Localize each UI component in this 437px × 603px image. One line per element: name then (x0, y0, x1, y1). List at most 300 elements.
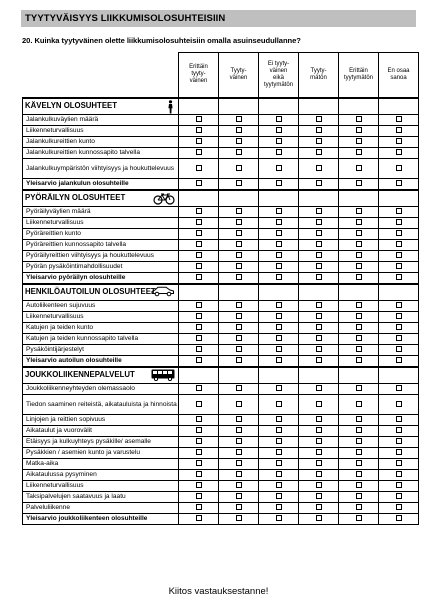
answer-checkbox[interactable] (396, 219, 402, 225)
answer-checkbox[interactable] (236, 357, 242, 363)
answer-cell (259, 481, 299, 492)
answer-cell (299, 395, 339, 415)
answer-checkbox[interactable] (236, 127, 242, 133)
table-row (23, 262, 419, 273)
answer-checkbox[interactable] (276, 138, 282, 144)
answer-checkbox[interactable] (196, 324, 202, 330)
answer-checkbox[interactable] (396, 515, 402, 521)
answer-checkbox[interactable] (356, 230, 362, 236)
answer-checkbox[interactable] (236, 460, 242, 466)
answer-checkbox[interactable] (356, 449, 362, 455)
answer-checkbox[interactable] (316, 127, 322, 133)
answer-checkbox[interactable] (196, 335, 202, 341)
answer-cell (179, 323, 219, 334)
answer-checkbox[interactable] (356, 313, 362, 319)
answer-checkbox[interactable] (276, 127, 282, 133)
item-label: Katujen ja teiden kunto (23, 323, 179, 334)
answer-checkbox[interactable] (196, 504, 202, 510)
answer-checkbox[interactable] (356, 460, 362, 466)
answer-checkbox[interactable] (236, 274, 242, 280)
answer-checkbox[interactable] (316, 219, 322, 225)
item-label: Jalankulkuympäristön viihtyisyys ja houkuttelevuus (23, 159, 179, 179)
answer-cell (259, 426, 299, 437)
answer-checkbox[interactable] (356, 438, 362, 444)
answer-checkbox[interactable] (196, 416, 202, 422)
answer-cell (179, 273, 219, 284)
answer-checkbox[interactable] (356, 324, 362, 330)
table-row (23, 481, 419, 492)
answer-cell (179, 345, 219, 356)
answer-checkbox[interactable] (276, 493, 282, 499)
answer-checkbox[interactable] (316, 324, 322, 330)
answer-checkbox[interactable] (316, 180, 322, 186)
answer-checkbox[interactable] (276, 241, 282, 247)
answer-checkbox[interactable] (196, 165, 202, 171)
section-header (23, 367, 179, 384)
answer-checkbox[interactable] (196, 493, 202, 499)
section-header-blank (259, 367, 299, 384)
answer-checkbox[interactable] (236, 401, 242, 407)
answer-checkbox[interactable] (196, 127, 202, 133)
answer-cell (179, 115, 219, 126)
answer-checkbox[interactable] (356, 127, 362, 133)
answer-checkbox[interactable] (196, 449, 202, 455)
answer-checkbox[interactable] (196, 180, 202, 186)
table-row (23, 470, 419, 481)
item-label: Etäisyys ja kulkuyhteys pysäkille/ asemalle (23, 437, 179, 448)
item-label: Yleisarvio joukkoliikenteen olosuhteille (23, 514, 179, 525)
table-row (23, 207, 419, 218)
section-header-blank (179, 98, 219, 115)
answer-checkbox[interactable] (356, 165, 362, 171)
section-header-blank (379, 190, 419, 207)
answer-checkbox[interactable] (316, 149, 322, 155)
answer-checkbox[interactable] (396, 138, 402, 144)
answer-cell (259, 240, 299, 251)
answer-checkbox[interactable] (356, 515, 362, 521)
answer-checkbox[interactable] (316, 274, 322, 280)
answer-checkbox[interactable] (236, 313, 242, 319)
answer-checkbox[interactable] (236, 515, 242, 521)
bicycle-icon (153, 192, 175, 207)
answer-checkbox[interactable] (316, 357, 322, 363)
answer-checkbox[interactable] (316, 427, 322, 433)
answer-checkbox[interactable] (236, 165, 242, 171)
answer-checkbox[interactable] (236, 252, 242, 258)
answer-checkbox[interactable] (236, 427, 242, 433)
answer-cell (379, 481, 419, 492)
answer-checkbox[interactable] (276, 346, 282, 352)
answer-checkbox[interactable] (316, 416, 322, 422)
answer-checkbox[interactable] (276, 335, 282, 341)
answer-cell (379, 262, 419, 273)
answer-checkbox[interactable] (276, 385, 282, 391)
answer-cell (299, 384, 339, 395)
answer-checkbox[interactable] (316, 165, 322, 171)
answer-checkbox[interactable] (316, 230, 322, 236)
answer-checkbox[interactable] (236, 471, 242, 477)
answer-cell (259, 395, 299, 415)
answer-checkbox[interactable] (396, 416, 402, 422)
answer-checkbox[interactable] (396, 438, 402, 444)
answer-cell (219, 514, 259, 525)
answer-cell (259, 179, 299, 190)
answer-cell (339, 415, 379, 426)
answer-cell (379, 384, 419, 395)
answer-cell (259, 148, 299, 159)
item-label: Pysäkkien / asemien kunto ja varustelu (23, 448, 179, 459)
answer-checkbox[interactable] (396, 401, 402, 407)
answer-checkbox[interactable] (356, 471, 362, 477)
answer-cell (379, 251, 419, 262)
answer-cell (299, 356, 339, 367)
answer-checkbox[interactable] (276, 230, 282, 236)
answer-cell (179, 459, 219, 470)
answer-cell (259, 459, 299, 470)
answer-cell (299, 503, 339, 514)
answer-cell (259, 437, 299, 448)
answer-checkbox[interactable] (356, 241, 362, 247)
answer-checkbox[interactable] (236, 449, 242, 455)
answer-cell (219, 395, 259, 415)
answer-checkbox[interactable] (276, 515, 282, 521)
answer-checkbox[interactable] (396, 460, 402, 466)
answer-checkbox[interactable] (236, 438, 242, 444)
answer-checkbox[interactable] (276, 208, 282, 214)
answer-checkbox[interactable] (356, 346, 362, 352)
answer-checkbox[interactable] (356, 482, 362, 488)
answer-cell (379, 273, 419, 284)
answer-cell (219, 262, 259, 273)
answer-checkbox[interactable] (316, 401, 322, 407)
section-header-blank (339, 367, 379, 384)
answer-checkbox[interactable] (356, 116, 362, 122)
answer-checkbox[interactable] (276, 504, 282, 510)
answer-checkbox[interactable] (276, 302, 282, 308)
answer-checkbox[interactable] (196, 460, 202, 466)
answer-checkbox[interactable] (396, 116, 402, 122)
answer-cell (299, 470, 339, 481)
answer-checkbox[interactable] (236, 263, 242, 269)
table-row (23, 323, 419, 334)
answer-checkbox[interactable] (236, 208, 242, 214)
answer-checkbox[interactable] (316, 385, 322, 391)
answer-cell (379, 415, 419, 426)
answer-checkbox[interactable] (276, 401, 282, 407)
table-row (23, 514, 419, 525)
answer-checkbox[interactable] (396, 313, 402, 319)
answer-checkbox[interactable] (356, 335, 362, 341)
answer-checkbox[interactable] (316, 493, 322, 499)
answer-checkbox[interactable] (196, 302, 202, 308)
answer-checkbox[interactable] (316, 241, 322, 247)
answer-cell (379, 301, 419, 312)
answer-checkbox[interactable] (236, 504, 242, 510)
answer-checkbox[interactable] (396, 335, 402, 341)
answer-checkbox[interactable] (196, 313, 202, 319)
answer-checkbox[interactable] (396, 357, 402, 363)
answer-cell (299, 514, 339, 525)
section-header-row (23, 190, 419, 207)
answer-checkbox[interactable] (196, 471, 202, 477)
answer-checkbox[interactable] (356, 302, 362, 308)
answer-cell (219, 137, 259, 148)
answer-checkbox[interactable] (316, 438, 322, 444)
section-title: KÄVELYN OLOSUHTEET (25, 101, 117, 111)
answer-checkbox[interactable] (356, 252, 362, 258)
page-title: TYYTYVÄISYYS LIIKKUMISOLOSUHTEISIIN (21, 10, 416, 27)
answer-checkbox[interactable] (236, 241, 242, 247)
answer-checkbox[interactable] (316, 460, 322, 466)
item-label: Joukkoliikenneyhteyden olemassaolo (23, 384, 179, 395)
section-header-blank (379, 98, 419, 115)
answer-checkbox[interactable] (236, 302, 242, 308)
answer-checkbox[interactable] (236, 416, 242, 422)
answer-cell (259, 345, 299, 356)
answer-checkbox[interactable] (396, 302, 402, 308)
answer-cell (259, 137, 299, 148)
item-label: Jalankulkureittien kunto (23, 137, 179, 148)
item-label: Pyöräreittien kunnossapito talvella (23, 240, 179, 251)
answer-checkbox[interactable] (356, 357, 362, 363)
answer-checkbox[interactable] (196, 263, 202, 269)
answer-cell (219, 426, 259, 437)
answer-checkbox[interactable] (276, 219, 282, 225)
answer-checkbox[interactable] (316, 263, 322, 269)
answer-checkbox[interactable] (316, 482, 322, 488)
answer-checkbox[interactable] (356, 401, 362, 407)
section-header-row (23, 284, 419, 301)
answer-checkbox[interactable] (316, 138, 322, 144)
answer-checkbox[interactable] (316, 116, 322, 122)
answer-checkbox[interactable] (276, 471, 282, 477)
answer-checkbox[interactable] (356, 219, 362, 225)
answer-checkbox[interactable] (196, 274, 202, 280)
answer-checkbox[interactable] (356, 427, 362, 433)
answer-cell (379, 492, 419, 503)
answer-checkbox[interactable] (276, 416, 282, 422)
answer-checkbox[interactable] (396, 449, 402, 455)
answer-cell (219, 312, 259, 323)
answer-checkbox[interactable] (356, 180, 362, 186)
answer-checkbox[interactable] (236, 230, 242, 236)
answer-checkbox[interactable] (356, 274, 362, 280)
answer-cell (179, 356, 219, 367)
answer-checkbox[interactable] (396, 127, 402, 133)
answer-checkbox[interactable] (196, 427, 202, 433)
answer-checkbox[interactable] (316, 313, 322, 319)
option-header: Erittäin tyytymätön (339, 53, 379, 98)
answer-checkbox[interactable] (196, 241, 202, 247)
answer-checkbox[interactable] (396, 180, 402, 186)
answer-checkbox[interactable] (196, 346, 202, 352)
answer-checkbox[interactable] (356, 138, 362, 144)
answer-cell (259, 207, 299, 218)
option-header: Tyyty- mätön (299, 53, 339, 98)
answer-checkbox[interactable] (196, 208, 202, 214)
answer-checkbox[interactable] (276, 313, 282, 319)
answer-cell (339, 426, 379, 437)
answer-cell (299, 115, 339, 126)
answer-checkbox[interactable] (196, 357, 202, 363)
answer-cell (179, 470, 219, 481)
section-header-blank (339, 284, 379, 301)
answer-checkbox[interactable] (196, 149, 202, 155)
answer-cell (339, 492, 379, 503)
answer-checkbox[interactable] (316, 504, 322, 510)
answer-cell (339, 323, 379, 334)
answer-cell (339, 312, 379, 323)
section-header (23, 190, 179, 207)
answer-checkbox[interactable] (196, 116, 202, 122)
answer-cell (379, 179, 419, 190)
answer-checkbox[interactable] (276, 165, 282, 171)
answer-cell (179, 334, 219, 345)
answer-checkbox[interactable] (396, 165, 402, 171)
answer-checkbox[interactable] (236, 482, 242, 488)
answer-cell (379, 470, 419, 481)
answer-checkbox[interactable] (396, 252, 402, 258)
answer-cell (299, 301, 339, 312)
answer-cell (219, 301, 259, 312)
answer-checkbox[interactable] (276, 274, 282, 280)
answer-checkbox[interactable] (196, 438, 202, 444)
answer-checkbox[interactable] (356, 263, 362, 269)
answer-cell (339, 115, 379, 126)
answer-checkbox[interactable] (276, 449, 282, 455)
option-header: Tyyty- väinen (219, 53, 259, 98)
answer-checkbox[interactable] (276, 482, 282, 488)
answer-checkbox[interactable] (356, 416, 362, 422)
answer-cell (299, 148, 339, 159)
answer-cell (299, 345, 339, 356)
answer-checkbox[interactable] (276, 427, 282, 433)
answer-checkbox[interactable] (356, 208, 362, 214)
answer-checkbox[interactable] (236, 180, 242, 186)
answer-cell (179, 159, 219, 179)
item-label: Aikataulut ja vuorovälit (23, 426, 179, 437)
answer-checkbox[interactable] (396, 324, 402, 330)
item-label: Jalankulkuväylien määrä (23, 115, 179, 126)
answer-checkbox[interactable] (276, 357, 282, 363)
item-label: Yleisarvio autoilun olosuhteille (23, 356, 179, 367)
answer-cell (259, 126, 299, 137)
answer-cell (219, 159, 259, 179)
answer-checkbox[interactable] (196, 482, 202, 488)
answer-cell (259, 503, 299, 514)
answer-checkbox[interactable] (236, 335, 242, 341)
section-title: PYÖRÄILYN OLOSUHTEET (25, 193, 126, 203)
answer-checkbox[interactable] (356, 149, 362, 155)
answer-cell (339, 273, 379, 284)
answer-checkbox[interactable] (396, 208, 402, 214)
answer-checkbox[interactable] (396, 493, 402, 499)
answer-checkbox[interactable] (276, 460, 282, 466)
answer-checkbox[interactable] (316, 335, 322, 341)
item-label: Aikataulussa pysyminen (23, 470, 179, 481)
answer-cell (219, 148, 259, 159)
answer-checkbox[interactable] (236, 219, 242, 225)
section-header-blank (259, 284, 299, 301)
answer-checkbox[interactable] (316, 208, 322, 214)
answer-checkbox[interactable] (316, 449, 322, 455)
answer-cell (299, 426, 339, 437)
answer-checkbox[interactable] (396, 427, 402, 433)
section-header-blank (299, 190, 339, 207)
answer-checkbox[interactable] (356, 385, 362, 391)
answer-checkbox[interactable] (316, 471, 322, 477)
answer-cell (179, 514, 219, 525)
answer-cell (299, 459, 339, 470)
answer-checkbox[interactable] (316, 252, 322, 258)
answer-checkbox[interactable] (396, 241, 402, 247)
answer-checkbox[interactable] (276, 263, 282, 269)
answer-cell (379, 459, 419, 470)
answer-checkbox[interactable] (196, 138, 202, 144)
answer-checkbox[interactable] (396, 504, 402, 510)
answer-cell (219, 503, 259, 514)
answer-checkbox[interactable] (236, 138, 242, 144)
answer-checkbox[interactable] (396, 346, 402, 352)
answer-checkbox[interactable] (396, 149, 402, 155)
answer-checkbox[interactable] (236, 493, 242, 499)
answer-checkbox[interactable] (396, 263, 402, 269)
answer-checkbox[interactable] (196, 219, 202, 225)
answer-checkbox[interactable] (396, 274, 402, 280)
answer-checkbox[interactable] (396, 385, 402, 391)
answer-checkbox[interactable] (276, 438, 282, 444)
answer-cell (259, 470, 299, 481)
answer-cell (339, 384, 379, 395)
answer-checkbox[interactable] (276, 149, 282, 155)
answer-cell (259, 415, 299, 426)
answer-cell (379, 159, 419, 179)
item-label: Matka-aika (23, 459, 179, 470)
answer-checkbox[interactable] (316, 302, 322, 308)
table-row (23, 115, 419, 126)
answer-checkbox[interactable] (196, 401, 202, 407)
answer-checkbox[interactable] (276, 116, 282, 122)
answer-checkbox[interactable] (396, 230, 402, 236)
answer-checkbox[interactable] (196, 385, 202, 391)
answer-checkbox[interactable] (316, 346, 322, 352)
answer-checkbox[interactable] (196, 515, 202, 521)
answer-cell (339, 470, 379, 481)
answer-checkbox[interactable] (236, 324, 242, 330)
answer-cell (259, 251, 299, 262)
answer-checkbox[interactable] (276, 180, 282, 186)
answer-cell (219, 334, 259, 345)
item-label: Jalankulkureittien kunnossapito talvella (23, 148, 179, 159)
answer-cell (379, 218, 419, 229)
answer-checkbox[interactable] (236, 149, 242, 155)
answer-checkbox[interactable] (196, 230, 202, 236)
answer-checkbox[interactable] (396, 482, 402, 488)
answer-checkbox[interactable] (396, 471, 402, 477)
item-label: Pysäköintijärjestelyt (23, 345, 179, 356)
answer-checkbox[interactable] (196, 252, 202, 258)
answer-checkbox[interactable] (316, 515, 322, 521)
answer-checkbox[interactable] (276, 252, 282, 258)
table-row (23, 312, 419, 323)
answer-checkbox[interactable] (236, 385, 242, 391)
answer-checkbox[interactable] (236, 346, 242, 352)
answer-cell (259, 356, 299, 367)
answer-checkbox[interactable] (276, 324, 282, 330)
answer-checkbox[interactable] (356, 504, 362, 510)
answer-checkbox[interactable] (356, 493, 362, 499)
answer-checkbox[interactable] (236, 116, 242, 122)
